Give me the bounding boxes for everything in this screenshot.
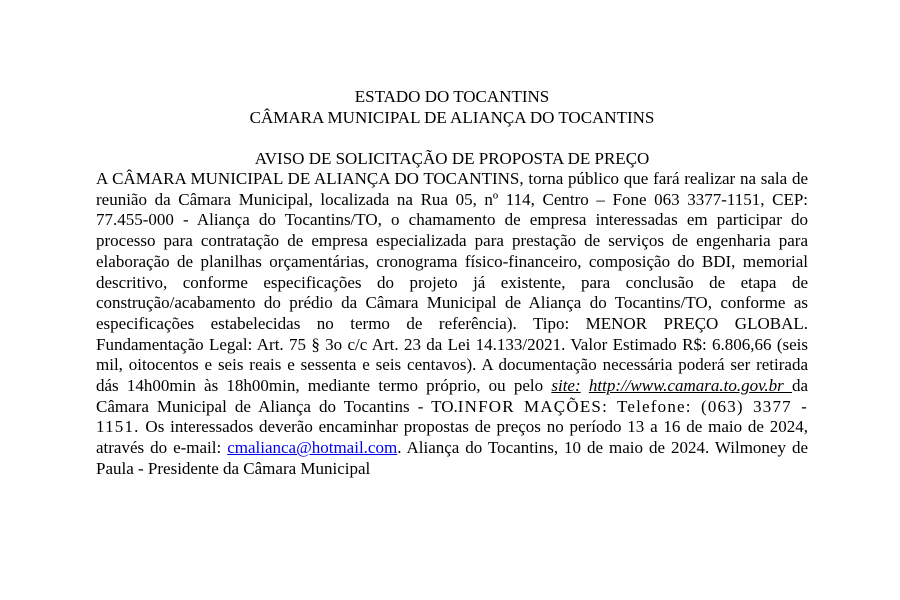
- notice-body: [96, 169, 808, 480]
- notice-body-part1: A CÂMARA MUNICIPAL DE ALIANÇA DO TOCANTINS, torna público que fará realizar na sala de reunião da Câmara Municipal, localizada na Rua 05, nº 114, Centro – Fone 063 3377-1151, CEP: 77.455-000 - Aliança do Tocantins/TO, o chamamento de empresa interessadas em participar do processo para contratação de empresa especializada para prestação de serviços de engenharia para elaboração de planilhas orçamentárias, cronograma físico-financeiro, composição do BDI, memorial descritivo, conforme especificações do projeto já existente, para conclusão de etapa de construção/acabamento do prédio da Câmara Municipal de Aliança do Tocantins/TO, conforme as especificações estabelecidas no termo de referência). Tipo: MENOR PREÇO GLOBAL. Fundamentação Legal: Art. 75 § 3o c/c Art. 23 da Lei 14.133/2021. Valor Estimado R$: 6.806,66 (seis mil, oitocentos e seis reais e sessenta e seis centavos). A documentação necessária poderá ser retirada dás 14h00min às 18h00min, mediante termo próprio, ou pelo: [96, 169, 808, 396]
- spacer: [96, 128, 808, 149]
- document-page: [96, 86, 808, 480]
- notice-body-part4: Os interessados deverão encaminhar propostas de preços no período 13 a 16 de maio de 2024, através do e-mail:: [96, 417, 808, 458]
- notice-body-part2: da Câmara Municipal de Aliança do Tocantins - TO.: [96, 376, 808, 416]
- notice-contact-info: INFOR MAÇÕES: Telefone: (063) 3377 - 1151.: [96, 396, 809, 437]
- header-chamber: CÂMARA MUNICIPAL DE ALIANÇA DO TOCANTINS: [249, 108, 655, 127]
- notice-title: AVISO DE SOLICITAÇÃO DE PROPOSTA DE PREÇO: [254, 149, 650, 168]
- header-state: ESTADO DO TOCANTINS: [354, 87, 550, 106]
- site-link[interactable]: http://www.camara.to.gov.br: [588, 376, 792, 396]
- notice-body-part5: . Aliança do Tocantins, 10 de maio de 2024. Wilmoney de Paula - Presidente da Câmara Municipal: [96, 438, 808, 478]
- email-link[interactable]: cmalianca@hotmail.com: [227, 438, 398, 458]
- site-label: site:: [551, 376, 581, 396]
